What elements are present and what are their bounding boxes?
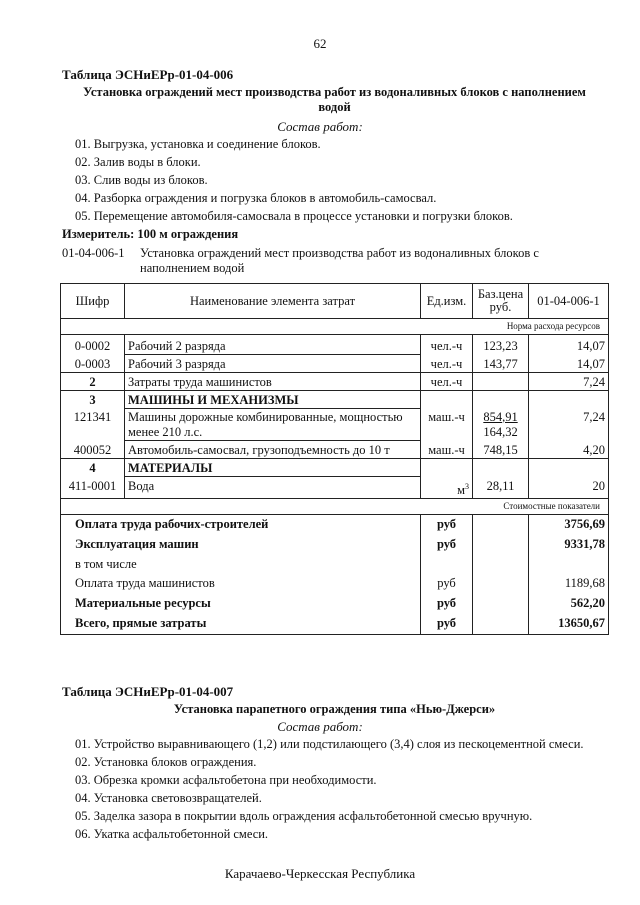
cost-value: 1189,68	[529, 573, 609, 593]
row-price	[473, 391, 529, 409]
row-value	[529, 391, 609, 409]
cost-price	[473, 534, 529, 554]
table1-meter: Измеритель: 100 м ограждения	[62, 227, 239, 241]
cost-row	[61, 593, 609, 613]
cost-label-row	[61, 498, 609, 514]
col-header-code: 01-04-006-1	[529, 284, 609, 319]
row-shifr: 400052	[61, 441, 125, 459]
cost-name: в том числе	[61, 554, 421, 573]
row-unit-text: м	[457, 482, 465, 497]
table1-work-item: 01. Выгрузка, установка и соединение блоков.	[75, 137, 321, 151]
row-shifr: 2	[61, 373, 125, 391]
cost-unit: руб	[421, 534, 473, 554]
row-unit	[421, 477, 473, 499]
row-shifr: 411-0001	[61, 477, 125, 499]
section-title: МАТЕРИАЛЫ	[125, 459, 421, 477]
table-row	[61, 441, 609, 459]
row-shifr: 0-0002	[61, 335, 125, 355]
row-shifr: 0-0003	[61, 355, 125, 373]
row-price: 123,23	[473, 335, 529, 355]
cost-value: 562,20	[529, 593, 609, 613]
table1-heading	[62, 85, 607, 115]
section-row	[61, 459, 609, 477]
row-name: Машины дорожные комбинированные, мощностью менее 210 л.с.	[125, 409, 421, 441]
footer-region: Карачаево-Черкесская Республика	[224, 866, 416, 881]
row-shifr: 121341	[61, 409, 125, 441]
row-name: Вода	[125, 477, 421, 499]
col-header-name: Наименование элемента затрат	[125, 284, 421, 319]
cost-row	[61, 573, 609, 593]
row-unit: чел.-ч	[421, 373, 473, 391]
table2-work-item: 05. Заделка зазора в покрытии вдоль ограждения асфальтобетонной смесью вручную.	[75, 809, 533, 823]
cost-price	[473, 613, 529, 635]
table1-work-item: 05. Перемещение автомобиля-самосвала в процессе установки и погрузки блоков.	[75, 209, 513, 223]
row-price	[473, 373, 529, 391]
row-name: Рабочий 2 разряда	[125, 335, 421, 355]
row-price: 28,11	[473, 477, 529, 499]
table2-sostav: Состав работ:	[277, 719, 363, 734]
row-value: 7,24	[529, 373, 609, 391]
cost-unit: руб	[421, 593, 473, 613]
row-value: 14,07	[529, 335, 609, 355]
row-price	[473, 459, 529, 477]
row-value	[529, 459, 609, 477]
table1-work-item: 03. Слив воды из блоков.	[75, 173, 208, 187]
row-value: 7,24	[529, 409, 609, 441]
row-name: Автомобиль-самосвал, грузоподъемность до 10 т	[125, 441, 421, 459]
row-price	[473, 409, 529, 441]
row-name: Затраты труда машинистов	[125, 373, 421, 391]
row-value: 20	[529, 477, 609, 499]
cost-name: Эксплуатация машин	[61, 534, 421, 554]
table-row	[61, 477, 609, 499]
col-header-shifr: Шифр	[61, 284, 125, 319]
table2-work-item: 04. Установка световозвращателей.	[75, 791, 262, 805]
table-row	[61, 373, 609, 391]
table-header-row	[61, 284, 609, 319]
cost-row	[61, 534, 609, 554]
cost-price	[473, 554, 529, 573]
table1-work-item: 04. Разборка ограждения и погрузка блоков в автомобиль-самосвал.	[75, 191, 437, 205]
cost-row	[61, 554, 609, 573]
row-unit: чел.-ч	[421, 335, 473, 355]
table1-code-desc-line2: наполнением водой	[140, 261, 245, 275]
section-title: МАШИНЫ И МЕХАНИЗМЫ	[125, 391, 421, 409]
row-price-2: 164,32	[483, 424, 518, 439]
table2-title: Таблица ЭСНиЕРр-01-04-007	[62, 684, 234, 699]
cost-unit	[421, 554, 473, 573]
table1-sostav: Состав работ:	[277, 119, 363, 134]
section-number: 4	[61, 459, 125, 477]
table2-work-item: 01. Устройство выравнивающего (1,2) или подстилающего (3,4) слоя из пескоцементной смеси.	[75, 737, 584, 751]
norm-label-row	[61, 319, 609, 335]
cost-unit: руб	[421, 573, 473, 593]
cost-unit: руб	[421, 514, 473, 534]
norm-label: Норма расхода ресурсов	[61, 319, 609, 335]
cost-unit: руб	[421, 613, 473, 635]
table2-work-item: 02. Установка блоков ограждения.	[75, 755, 257, 769]
row-unit	[421, 391, 473, 409]
cost-name: Материальные ресурсы	[61, 593, 421, 613]
table2-work-item: 06. Укатка асфальтобетонной смеси.	[75, 827, 269, 841]
row-value: 4,20	[529, 441, 609, 459]
col-header-price-line1: Баз.цена	[477, 287, 524, 301]
table1-title: Таблица ЭСНиЕРр-01-04-006	[62, 67, 234, 82]
row-unit-sup: 3	[465, 481, 469, 491]
cost-value: 3756,69	[529, 514, 609, 534]
section-row	[61, 391, 609, 409]
table1-code: 01-04-006-1	[62, 246, 125, 260]
cost-label: Стоимостные показатели	[61, 498, 609, 514]
cost-value	[529, 554, 609, 573]
row-unit: маш.-ч	[421, 441, 473, 459]
cost-name: Всего, прямые затраты	[61, 613, 421, 635]
resource-table	[60, 283, 609, 635]
row-unit: чел.-ч	[421, 355, 473, 373]
page-number: 62	[313, 36, 327, 51]
cost-value: 13650,67	[529, 613, 609, 635]
col-header-price	[473, 284, 529, 319]
table1-code-desc-line1: Установка ограждений мест производства работ из водоналивных блоков с	[140, 246, 539, 260]
cost-name: Оплата труда рабочих-строителей	[61, 514, 421, 534]
table-row	[61, 409, 609, 441]
table1-code-desc	[140, 246, 600, 276]
cost-name: Оплата труда машинистов	[61, 573, 421, 593]
cost-row	[61, 514, 609, 534]
table1-heading-line1: Установка ограждений мест производства работ из водоналивных блоков с наполнением	[83, 85, 586, 99]
cost-price	[473, 514, 529, 534]
section-number: 3	[61, 391, 125, 409]
row-name: Рабочий 3 разряда	[125, 355, 421, 373]
table-row	[61, 355, 609, 373]
row-unit	[421, 459, 473, 477]
row-unit: маш.-ч	[421, 409, 473, 441]
cost-row	[61, 613, 609, 635]
row-value: 14,07	[529, 355, 609, 373]
table1-work-item: 02. Залив воды в блоки.	[75, 155, 201, 169]
table1-code-line	[62, 246, 608, 278]
table-row	[61, 335, 609, 355]
table1-heading-line2: водой	[318, 100, 351, 114]
table2-work-item: 03. Обрезка кромки асфальтобетона при необходимости.	[75, 773, 377, 787]
col-header-unit: Ед.изм.	[421, 284, 473, 319]
row-price: 143,77	[473, 355, 529, 373]
cost-value: 9331,78	[529, 534, 609, 554]
row-price: 748,15	[473, 441, 529, 459]
row-price-1: 854,91	[483, 409, 518, 424]
table2-heading: Установка парапетного ограждения типа «Нью-Джерси»	[173, 702, 496, 716]
cost-price	[473, 593, 529, 613]
col-header-price-line2: руб.	[489, 300, 512, 314]
cost-price	[473, 573, 529, 593]
